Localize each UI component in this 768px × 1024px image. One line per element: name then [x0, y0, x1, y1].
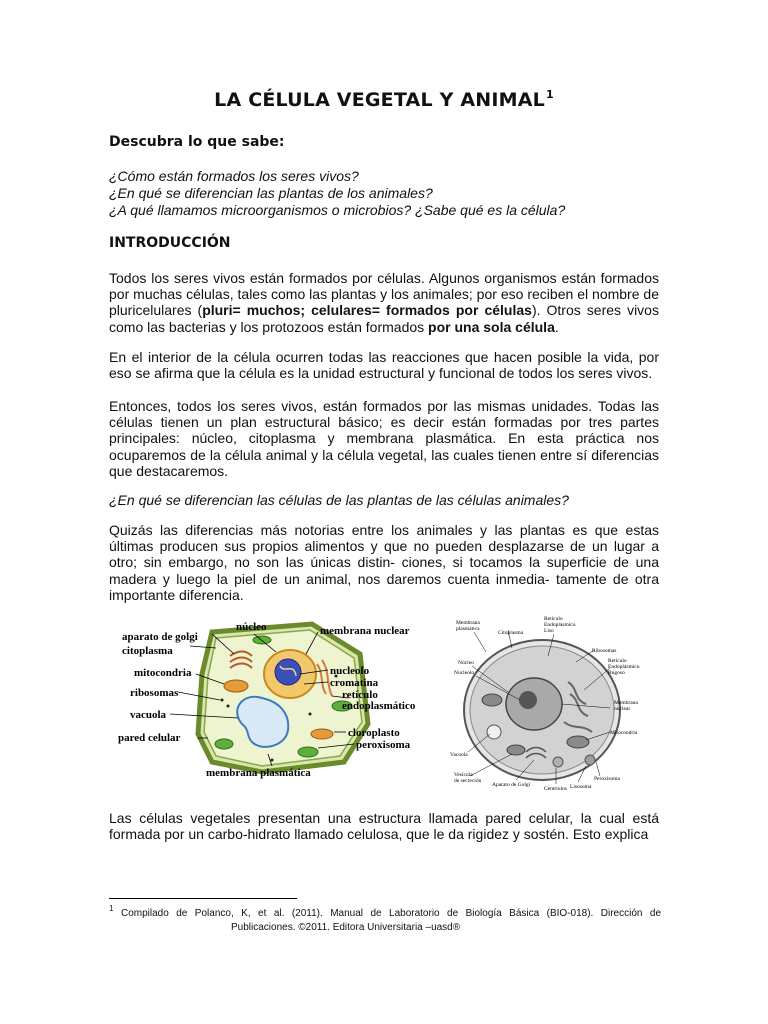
plant-label-membrana-plasmatica: membrana plasmática [206, 767, 311, 779]
animal-label-membrana-nuclear: Membrana nuclear [614, 700, 638, 712]
footnote-rule [109, 898, 297, 899]
animal-label-vesicula: Vesícula de secreción [454, 772, 482, 784]
animal-label-membrana-plasmatica: Membrana plasmática [456, 620, 480, 632]
footnote-mark: 1 [109, 904, 114, 913]
plant-label-reticulo: retículo [342, 689, 378, 701]
section-heading-descubra: Descubra lo que sabe: [109, 134, 285, 150]
question-1: ¿Cómo están formados los seres vivos? [109, 168, 359, 184]
plant-label-ribosomas: ribosomas [130, 687, 179, 699]
footnote-line-2: Publicaciones. ©2011. Editora Universitaria –uasd® [231, 922, 461, 933]
plant-cell-figure [112, 614, 436, 784]
nucleolus-shape [275, 659, 301, 685]
animal-label-golgi: Aparato de Golgi [492, 782, 531, 788]
animal-label-ribosomas: Ribosomas [592, 648, 617, 654]
page-title: LA CÉLULA VEGETAL Y ANIMAL$^1$ [214, 88, 554, 111]
plant-label-golgi: aparato de golgi [122, 631, 198, 643]
paragraph-4: Quizás las diferencias más notorias entre los animales y las plantas es que estas últimas producen sus propios alimentos y que no pueden desplazarse de un lugar a otro; sin embargo, no son las únicas distin- ciones, si tocamos la superficie de una madera y luego la piel de un animal, nos daremos cuenta inmedia- tamente de otra importante diferencia. [109, 522, 659, 603]
animal-label-peroxisoma: Peroxisoma [594, 776, 620, 782]
paragraph-3: Entonces, todos los seres vivos, están formados por las mismas unidades. Todas las células tienen un plan estructural básico; es decir están formadas por tres partes principales: núcleo, citoplasma y membrana plasmática. En esta práctica nos ocuparemos de la célula animal y la célula vegetal, las cuales tienen entre sí diferencias que destacaremos. [109, 398, 659, 479]
plant-label-endoplasmatico: endoplasmático [342, 700, 416, 712]
plant-label-vacuola: vacuola [130, 709, 167, 721]
plant-label-nucleo: núcleo [236, 621, 267, 633]
plant-label-cloroplasto: cloroplasto [348, 727, 400, 739]
plant-label-cromatina: cromatina [330, 677, 379, 689]
plant-label-citoplasma: citoplasma [122, 645, 173, 657]
animal-label-mitocondria: Mitocondria [610, 730, 638, 736]
paragraph-1: Todos los seres vivos están formados por células. Algunos organismos están formados por muchas células, tales como las plantas y los animales; por eso reciben el nombre de pluricelulares (pluri= muchos; celulares= formados por células). Otros seres vivos como las bacterias y los protozoos están formados por una sola célula. [109, 270, 659, 335]
animal-label-rer: Retículo Endoplásmico Rugoso [608, 658, 640, 676]
title-footnote-mark: 1 [545, 88, 554, 101]
animal-label-nucleo: Núcleo [458, 660, 474, 666]
plant-label-membrana-nuclear: membrana nuclear [320, 625, 410, 637]
animal-label-nucleolo: Nucleolo [454, 670, 475, 676]
question-diferencias: ¿En qué se diferencian las células de las plantas de las células animales? [109, 492, 569, 508]
plant-label-pared: pared celular [118, 732, 181, 744]
animal-nucleolus-shape [519, 691, 537, 709]
question-3: ¿A qué llamamos microorganismos o microbios? ¿Sabe qué es la célula? [109, 202, 566, 218]
animal-label-centriolos: Centriolos [544, 786, 567, 792]
paragraph-5: Las células vegetales presentan una estructura llamada pared celular, la cual está formada por un carbo-hidrato llamado celulosa, que le da rigidez y sostén. Esto explica [109, 810, 659, 843]
animal-label-rel: Retículo Endoplásmico Liso [544, 616, 576, 634]
paragraph-2: En el interior de la célula ocurren todas las reacciones que hacen posible la vida, por eso se afirma que la célula es la unidad estructural y funcional de todos los seres vivos. [109, 349, 659, 382]
animal-label-lisosoma: Lisosoma [570, 784, 592, 790]
plant-label-mitocondria: mitocondria [134, 667, 192, 679]
animal-label-vacuola: Vacuola [450, 752, 468, 758]
plant-label-peroxisoma: peroxisoma [356, 739, 411, 751]
question-2: ¿En qué se diferencian las plantas de los animales? [109, 185, 433, 201]
animal-cell-figure [446, 612, 646, 794]
animal-label-citoplasma: Citoplasma [498, 630, 524, 636]
footnote-line-1: Compilado de Polanco, K, et al. (2011). Manual de Laboratorio de Biología Básica (BIO-018). Dirección de [121, 908, 661, 919]
section-heading-introduccion: INTRODUCCIÓN [109, 235, 231, 251]
plant-label-nucleolo: nucleolo [330, 665, 370, 677]
